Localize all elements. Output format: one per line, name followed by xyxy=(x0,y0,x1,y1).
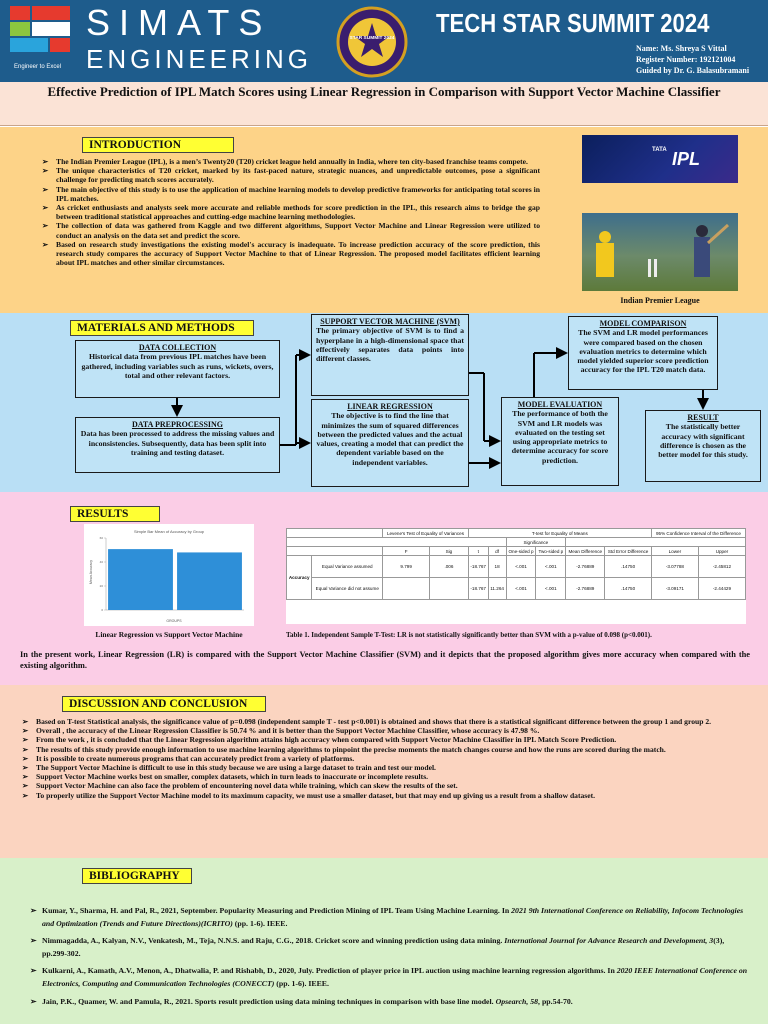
discussion-bullet: ➢ Support Vector Machine works best on smaller, complex datasets, which in turn leads to inaccurate or incomplete results. xyxy=(20,772,750,781)
row-label: Equal Variance did not assume xyxy=(312,578,383,600)
results-summary: In the present work, Linear Regression (LR) is compared with the Support Vector Machine Classifier (SVM) and it depicts that the proposed algorithm gives more accuracy when compared with the existing algorithm. xyxy=(20,650,750,670)
table-cell: <.001 xyxy=(506,556,536,578)
org-sub: ENGINEERING xyxy=(86,44,313,74)
methods-label: MATERIALS AND METHODS xyxy=(70,320,254,336)
table-cell: <.001 xyxy=(536,556,566,578)
introduction-section xyxy=(0,127,768,313)
discussion-section xyxy=(0,685,768,858)
col-header: Upper xyxy=(698,547,745,556)
table-cell xyxy=(383,578,430,600)
bibliography-entry: ➢ Nimmagadda, A., Kalyan, N.V., Venkatesh, M., Teja, N.N.S. and Raju, C.G., 2018. Cricket score and winning prediction using data mining. International Journal for Advance Research and Development, 3(3), pp.299-302. xyxy=(30,935,748,960)
ttest-table-wrap xyxy=(286,528,746,624)
discussion-bullet: ➢ Overall , the accuracy of the Linear Regression Classifier is 50.74 % and it is better than the Support Vector Machine Classifier, whose accuracy is 47.98 %. xyxy=(20,726,750,735)
col-header: df xyxy=(488,547,506,556)
col-header: Std Error Difference xyxy=(605,547,652,556)
poster-title: Effective Prediction of IPL Match Scores using Linear Regression in Comparison with Support Vector Machine Classifier xyxy=(47,84,721,99)
intro-bullet: ➢ The main objective of this study is to use the application of machine learning models to develop predictive frameworks for anticipating total scores in IPL matches. xyxy=(40,185,540,203)
y-tick-label: 60 xyxy=(99,536,103,540)
discussion-bullet: ➢ The Support Vector Machine is difficult to use in this study because we are using a large dataset to train and test our model. xyxy=(20,763,750,772)
table-cell: -2.76889 xyxy=(566,578,605,600)
table-cell: -2.76889 xyxy=(566,556,605,578)
table-cell: -2.45812 xyxy=(698,556,745,578)
bar-lr xyxy=(108,549,173,610)
chart-title: Simple Bar Mean of Accuracy by Group xyxy=(133,529,205,534)
introduction-list xyxy=(40,157,540,267)
accuracy-row-label: Accuracy xyxy=(287,556,312,600)
cricket-photo xyxy=(582,213,738,291)
data-collection-title: DATA COLLECTION xyxy=(138,343,217,352)
bibliography-section xyxy=(0,858,768,1024)
col-header: One-sided p xyxy=(506,547,536,556)
y-tick-label: 0 xyxy=(101,608,103,612)
y-tick-label: 40 xyxy=(99,560,103,564)
y-tick-label: 20 xyxy=(99,584,103,588)
levene-header: Levene's Test of Equality of Variances xyxy=(383,529,469,538)
svm-text: The primary objective of SVM is to find a hyperplane in a high-dimensional space that effectively separates data points into different classes. xyxy=(316,326,464,364)
bar-chart xyxy=(84,524,254,626)
ci-header: 95% Confidence Interval of the Difference xyxy=(651,529,745,538)
ttest-table xyxy=(286,528,746,600)
discussion-bullet: ➢ The results of this study provide enough information to use machine learning algorithms to pinpoint the precise moments the match changes course and how the runs are scored during the match. xyxy=(20,745,750,754)
linear-regression-title: LINEAR REGRESSION xyxy=(347,402,433,411)
intro-bullet: ➢ Based on research study investigations the existing model's accuracy is inadequate. To increase prediction accuracy of the score prediction, this research study compares the accuracy of Support Vector Machine to that of Linear Regression. The proposed model facilitates efficient learning about IPL matches and other similar circumstances. xyxy=(40,240,540,268)
table-cell: -3.07788 xyxy=(651,556,698,578)
svm-title: SUPPORT VECTOR MACHINE (SVM) xyxy=(320,317,460,326)
ipl-logo-text: IPL xyxy=(672,149,701,169)
intro-bullet: ➢ The Indian Premier League (IPL), is a men’s Twenty20 (T20) cricket league held annually in India, where ten city-based franchise teams compete. xyxy=(40,157,540,166)
methods-section xyxy=(0,313,768,492)
model-comparison-text: The SVM and LR model performances were compared based on the chosen evaluation metrics to determine which model yielded superior score prediction accuracy for the IPL T20 match data. xyxy=(577,328,709,375)
title-band xyxy=(0,82,768,126)
summit-seal xyxy=(324,6,420,78)
chart-xlabel: GROUPS xyxy=(166,619,182,623)
table-cell: 9.799 xyxy=(383,556,430,578)
discussion-bullet: ➢ It is possible to create numerous programs that can accurately predict from a variety of platforms. xyxy=(20,754,750,763)
model-evaluation-text: The performance of both the SVM and LR models was evaluated on the testing set using appropriate metrics to determine accuracy for score prediction. xyxy=(511,409,609,465)
simats-logo-icon xyxy=(8,4,74,60)
bar-svm xyxy=(177,552,242,610)
table-cell: 18 xyxy=(488,556,506,578)
intro-bullet: ➢ As cricket enthusiasts and analysts seek more accurate and reliable methods for score prediction in the IPL, this research aims to bridge the gap between traditional statistical approaches and cutting-edge machine learning methodologies. xyxy=(40,203,540,221)
table-cell: -18.767 xyxy=(468,578,488,600)
org-name: SIMATS xyxy=(86,2,272,43)
discussion-bullet: ➢ From the work , it is concluded that the Linear Regression algorithm attains high accuracy when compared with Support Vector Machine Classifier in IPL Match Score Prediction. xyxy=(20,735,750,744)
chart-ylabel: Mean Accuracy xyxy=(89,560,93,584)
col-header: Mean Difference xyxy=(566,547,605,556)
results-section xyxy=(0,492,768,685)
table-cell: .14750 xyxy=(605,578,652,600)
results-label: RESULTS xyxy=(70,506,160,522)
introduction-label: INTRODUCTION xyxy=(82,137,234,153)
table-cell xyxy=(430,578,469,600)
bibliography-list xyxy=(30,905,748,1013)
bibliography-entry: ➢ Kulkarni, A., Kamath, A.V., Menon, A., Dhatwalia, P. and Rishabh, D., 2020, July. Prediction of player price in IPL auction using machine learning regression algorithms. In 2020 IEEE International Conference on Electronics, Computing and Communication Technologies (CONECCT) (pp. 1-6). IEEE. xyxy=(30,965,748,990)
discussion-bullet: ➢ To properly utilize the Support Vector Machine model to its maximum capacity, we must use a smaller dataset, but that may end up giving us a result from a shallow dataset. xyxy=(20,791,750,800)
bibliography-label: BIBLIOGRAPHY xyxy=(82,868,192,884)
author-name: Name: Ms. Shreya S Vittal xyxy=(636,44,727,53)
bibliography-entry: ➢ Kumar, Y., Sharma, H. and Pal, R., 2021, September. Popularity Measuring and Prediction Mining of IPL Team Using Machine Learning. In 2021 9th International Conference on Reliability, Infocom Technologies and Optimization (Trends and Future Directions)(ICRITO) (pp. 1-6). IEEE. xyxy=(30,905,748,930)
ipl-image-caption: Indian Premier League xyxy=(620,296,700,305)
table-cell: <.001 xyxy=(536,578,566,600)
significance-header: Significance xyxy=(506,538,566,547)
ttest-header: T-test for Equality of Means xyxy=(468,529,651,538)
model-evaluation-title: MODEL EVALUATION xyxy=(517,400,603,409)
row-label: Equal Variance assumed xyxy=(312,556,383,578)
poster-header xyxy=(0,0,768,82)
discussion-bullet: ➢ Support Vector Machine can also face the problem of encountering novel data while training, which can skew the results of the set. xyxy=(20,781,750,790)
table-row xyxy=(287,556,746,578)
chart-caption: Linear Regression vs Support Vector Machine xyxy=(95,630,243,639)
table-caption: Table 1. Independent Sample T-Test: LR is not statistically significantly better than SVM with a p-value of 0.098 (p<0.001). xyxy=(286,631,652,639)
table-cell: -3.09171 xyxy=(651,578,698,600)
intro-bullet: ➢ The collection of data was gathered from Kaggle and two different algorithms, Support Vector Machine and Linear Regression were utilized to conduct an analysis on the data set and predict the score. xyxy=(40,221,540,239)
col-header: Two-sided p xyxy=(536,547,566,556)
guide-name: Guided by Dr. G. Balasubramani xyxy=(636,66,750,75)
result-text: The statistically better accuracy with significant difference is chosen as the better model for this study. xyxy=(658,422,748,460)
result-title: RESULT xyxy=(687,413,719,422)
table-row xyxy=(287,578,746,600)
col-header: F xyxy=(383,547,430,556)
table-header-row xyxy=(287,547,746,556)
ipl-logo-image xyxy=(582,135,738,183)
col-header: t xyxy=(468,547,488,556)
intro-bullet: ➢ The unique characteristics of T20 cricket, marked by its fast-paced nature, strategic nuances, and unpredictable outcomes, pose a significant challenge for predicting match scores accurately. xyxy=(40,166,540,184)
event-title: TECH STAR SUMMIT 2024 xyxy=(436,8,710,38)
table-cell: .14750 xyxy=(605,556,652,578)
linear-regression-text: The objective is to find the line that minimizes the sum of squared differences between the predicted values and the actual values, creating a model that can predict the dependent variable based on the independent variables. xyxy=(316,411,464,467)
discussion-bullet: ➢ Based on T-test Statistical analysis, the significance value of p=0.098 (independent sample T - test p<0.001) is obtained and shows that there is a statistical significant difference between the group 1 and group 2. xyxy=(20,717,750,726)
flow-arrows xyxy=(0,313,768,492)
register-number: Register Number: 192121004 xyxy=(636,55,736,64)
table-cell: -18.767 xyxy=(468,556,488,578)
data-collection-text: Historical data from previous IPL matches have been gathered, including variables such as runs, wickets, overs, total and other relevant factors. xyxy=(81,352,274,380)
table-cell: .006 xyxy=(430,556,469,578)
tagline: Engineer to Excel xyxy=(14,64,62,70)
discussion-label: DISCUSSION AND CONCLUSION xyxy=(62,696,266,712)
accuracy-chart xyxy=(84,524,254,626)
col-header: Lower xyxy=(651,547,698,556)
table-cell: -2.44429 xyxy=(698,578,745,600)
discussion-list xyxy=(20,717,750,800)
model-comparison-title: MODEL COMPARISON xyxy=(599,319,687,328)
col-header: Sig xyxy=(430,547,469,556)
bibliography-entry: ➢ Jain, P.K., Quamer, W. and Pamula, R., 2021. Sports result prediction using data mining techniques in comparison with base line model. Opsearch, 58, pp.54-70. xyxy=(30,996,748,1009)
data-preprocessing-text: Data has been processed to address the missing values and inconsistencies. Subsequently, data has been split into training and testing dataset. xyxy=(80,429,275,457)
seal-text: STAR SUMMIT 2024 xyxy=(349,36,395,41)
ipl-logo-sub: TATA xyxy=(652,147,667,153)
data-preprocessing-title: DATA PREPROCESSING xyxy=(131,420,224,429)
table-cell: 11.264 xyxy=(488,578,506,600)
table-cell: <.001 xyxy=(506,578,536,600)
